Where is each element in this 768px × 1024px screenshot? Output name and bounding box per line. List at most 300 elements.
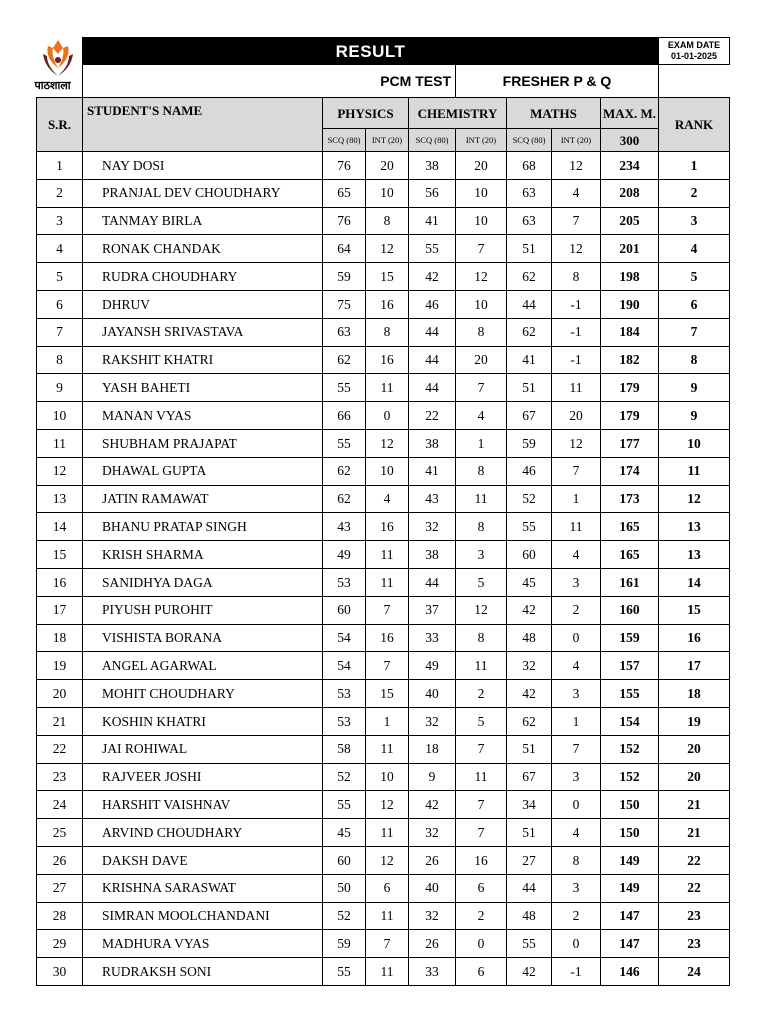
cell-rank: 7: [659, 318, 730, 346]
col-chemistry-int: INT (20): [456, 129, 507, 152]
cell-maths-int: 3: [552, 763, 601, 791]
cell-chemistry-scq: 32: [409, 819, 456, 847]
cell-maths-int: -1: [552, 290, 601, 318]
cell-maths-scq: 67: [507, 763, 552, 791]
exam-date-value: 01-01-2025: [670, 51, 718, 61]
cell-rank: 22: [659, 874, 730, 902]
cell-rank: 4: [659, 235, 730, 263]
cell-maths-scq: 63: [507, 179, 552, 207]
cell-total: 165: [601, 541, 659, 569]
cell-physics-scq: 65: [323, 179, 366, 207]
cell-rank: 8: [659, 346, 730, 374]
cell-physics-int: 11: [366, 958, 409, 986]
cell-rank: 13: [659, 541, 730, 569]
cell-chemistry-scq: 40: [409, 874, 456, 902]
cell-maths-int: 7: [552, 735, 601, 763]
cell-chemistry-scq: 22: [409, 402, 456, 430]
cell-name: RAKSHIT KHATRI: [83, 346, 323, 374]
result-table: [36, 37, 730, 986]
cell-physics-int: 20: [366, 152, 409, 180]
cell-rank: 20: [659, 735, 730, 763]
table-row: [37, 819, 730, 847]
cell-chemistry-scq: 33: [409, 624, 456, 652]
cell-chemistry-scq: 33: [409, 958, 456, 986]
cell-physics-int: 11: [366, 541, 409, 569]
cell-maths-int: 2: [552, 902, 601, 930]
cell-sr: 10: [37, 402, 83, 430]
cell-rank: 2: [659, 179, 730, 207]
cell-physics-int: 12: [366, 846, 409, 874]
cell-sr: 20: [37, 680, 83, 708]
cell-maths-scq: 51: [507, 735, 552, 763]
cell-physics-scq: 62: [323, 346, 366, 374]
cell-maths-scq: 51: [507, 819, 552, 847]
cell-chemistry-int: 0: [456, 930, 507, 958]
cell-name: ARVIND CHOUDHARY: [83, 819, 323, 847]
cell-maths-scq: 44: [507, 874, 552, 902]
cell-total: 174: [601, 457, 659, 485]
table-row: [37, 429, 730, 457]
table-row: [37, 318, 730, 346]
cell-rank: 13: [659, 513, 730, 541]
cell-sr: 12: [37, 457, 83, 485]
cell-name: JAI ROHIWAL: [83, 735, 323, 763]
cell-chemistry-int: 10: [456, 207, 507, 235]
cell-sr: 21: [37, 707, 83, 735]
cell-chemistry-int: 11: [456, 652, 507, 680]
logo-text: पाठशाला: [34, 78, 71, 92]
cell-physics-int: 0: [366, 402, 409, 430]
cell-chemistry-int: 8: [456, 318, 507, 346]
cell-chemistry-int: 20: [456, 346, 507, 374]
cell-sr: 28: [37, 902, 83, 930]
test-name: PCM TEST: [83, 65, 456, 98]
cell-maths-int: 4: [552, 652, 601, 680]
cell-maths-int: -1: [552, 958, 601, 986]
logo: [34, 38, 83, 98]
col-maths: MATHS: [507, 98, 601, 129]
cell-name: BHANU PRATAP SINGH: [83, 513, 323, 541]
cell-maths-scq: 42: [507, 680, 552, 708]
cell-physics-int: 15: [366, 680, 409, 708]
cell-physics-scq: 75: [323, 290, 366, 318]
cell-total: 208: [601, 179, 659, 207]
cell-name: KRISHNA SARASWAT: [83, 874, 323, 902]
cell-chemistry-scq: 41: [409, 457, 456, 485]
cell-maths-int: 4: [552, 819, 601, 847]
cell-total: 150: [601, 791, 659, 819]
cell-physics-scq: 43: [323, 513, 366, 541]
cell-rank: 9: [659, 374, 730, 402]
cell-chemistry-int: 10: [456, 290, 507, 318]
cell-physics-scq: 52: [323, 763, 366, 791]
cell-name: TANMAY BIRLA: [83, 207, 323, 235]
cell-rank: 14: [659, 568, 730, 596]
cell-chemistry-scq: 44: [409, 374, 456, 402]
cell-maths-int: 1: [552, 485, 601, 513]
cell-chemistry-scq: 41: [409, 207, 456, 235]
cell-physics-int: 16: [366, 513, 409, 541]
cell-rank: 17: [659, 652, 730, 680]
cell-physics-int: 16: [366, 624, 409, 652]
cell-maths-scq: 27: [507, 846, 552, 874]
cell-maths-scq: 51: [507, 235, 552, 263]
table-row: [37, 290, 730, 318]
cell-physics-int: 7: [366, 930, 409, 958]
cell-maths-int: 8: [552, 263, 601, 291]
table-row: [37, 930, 730, 958]
cell-chemistry-scq: 38: [409, 429, 456, 457]
cell-maths-int: 7: [552, 457, 601, 485]
cell-physics-int: 15: [366, 263, 409, 291]
cell-physics-int: 11: [366, 568, 409, 596]
table-row: [37, 346, 730, 374]
table-row: [37, 179, 730, 207]
cell-name: SHUBHAM PRAJAPAT: [83, 429, 323, 457]
cell-name: NAY DOSI: [83, 152, 323, 180]
cell-total: 173: [601, 485, 659, 513]
cell-chemistry-int: 7: [456, 374, 507, 402]
max-marks-value: 300: [601, 129, 659, 152]
cell-rank: 22: [659, 846, 730, 874]
cell-maths-int: 0: [552, 791, 601, 819]
cell-physics-scq: 55: [323, 374, 366, 402]
cell-rank: 10: [659, 429, 730, 457]
cell-physics-scq: 60: [323, 596, 366, 624]
cell-sr: 5: [37, 263, 83, 291]
cell-total: 179: [601, 402, 659, 430]
cell-maths-int: 3: [552, 874, 601, 902]
table-row: [37, 513, 730, 541]
table-row: [37, 735, 730, 763]
cell-physics-scq: 76: [323, 152, 366, 180]
cell-sr: 6: [37, 290, 83, 318]
cell-chemistry-scq: 44: [409, 318, 456, 346]
cell-chemistry-int: 12: [456, 263, 507, 291]
cell-sr: 2: [37, 179, 83, 207]
cell-chemistry-int: 8: [456, 624, 507, 652]
cell-maths-scq: 60: [507, 541, 552, 569]
cell-chemistry-int: 6: [456, 874, 507, 902]
table-row: [37, 152, 730, 180]
cell-chemistry-scq: 26: [409, 846, 456, 874]
table-row: [37, 374, 730, 402]
cell-name: MANAN VYAS: [83, 402, 323, 430]
col-sr: S.R.: [37, 98, 83, 152]
cell-rank: 9: [659, 402, 730, 430]
cell-sr: 8: [37, 346, 83, 374]
table-row: [37, 846, 730, 874]
table-row: [37, 763, 730, 791]
cell-rank: 21: [659, 819, 730, 847]
page-title: RESULT: [83, 38, 659, 65]
cell-total: 161: [601, 568, 659, 596]
cell-physics-int: 4: [366, 485, 409, 513]
cell-rank: 23: [659, 930, 730, 958]
cell-physics-scq: 58: [323, 735, 366, 763]
cell-sr: 15: [37, 541, 83, 569]
cell-total: 198: [601, 263, 659, 291]
cell-physics-int: 16: [366, 346, 409, 374]
cell-sr: 22: [37, 735, 83, 763]
cell-physics-int: 12: [366, 235, 409, 263]
cell-chemistry-int: 20: [456, 152, 507, 180]
cell-maths-int: 12: [552, 429, 601, 457]
cell-chemistry-int: 3: [456, 541, 507, 569]
cell-name: JATIN RAMAWAT: [83, 485, 323, 513]
cell-sr: 27: [37, 874, 83, 902]
cell-name: RUDRA CHOUDHARY: [83, 263, 323, 291]
cell-total: 184: [601, 318, 659, 346]
cell-physics-scq: 62: [323, 457, 366, 485]
logo-emblem-icon: [35, 36, 81, 82]
cell-maths-int: 12: [552, 152, 601, 180]
cell-maths-int: 4: [552, 179, 601, 207]
col-chemistry: CHEMISTRY: [409, 98, 507, 129]
cell-name: SANIDHYA DAGA: [83, 568, 323, 596]
cell-maths-int: -1: [552, 318, 601, 346]
cell-maths-scq: 48: [507, 902, 552, 930]
cell-physics-scq: 54: [323, 624, 366, 652]
cell-maths-scq: 62: [507, 263, 552, 291]
table-row: [37, 235, 730, 263]
cell-total: 149: [601, 874, 659, 902]
cell-name: PIYUSH PUROHIT: [83, 596, 323, 624]
cell-name: RONAK CHANDAK: [83, 235, 323, 263]
cell-sr: 17: [37, 596, 83, 624]
cell-sr: 29: [37, 930, 83, 958]
cell-physics-scq: 54: [323, 652, 366, 680]
cell-name: RUDRAKSH SONI: [83, 958, 323, 986]
cell-chemistry-scq: 44: [409, 346, 456, 374]
cell-chemistry-scq: 55: [409, 235, 456, 263]
col-maths-int: INT (20): [552, 129, 601, 152]
cell-physics-scq: 66: [323, 402, 366, 430]
cell-total: 149: [601, 846, 659, 874]
cell-chemistry-int: 11: [456, 763, 507, 791]
table-row: [37, 652, 730, 680]
cell-physics-scq: 50: [323, 874, 366, 902]
cell-chemistry-scq: 46: [409, 290, 456, 318]
cell-total: 205: [601, 207, 659, 235]
cell-chemistry-int: 7: [456, 235, 507, 263]
cell-chemistry-int: 2: [456, 680, 507, 708]
cell-maths-scq: 62: [507, 707, 552, 735]
cell-chemistry-int: 1: [456, 429, 507, 457]
cell-maths-int: -1: [552, 346, 601, 374]
cell-name: MADHURA VYAS: [83, 930, 323, 958]
cell-total: 147: [601, 930, 659, 958]
col-student-name: STUDENT'S NAME: [83, 98, 323, 152]
cell-total: 157: [601, 652, 659, 680]
table-row: [37, 263, 730, 291]
table-row: [37, 624, 730, 652]
cell-physics-int: 11: [366, 902, 409, 930]
cell-rank: 21: [659, 791, 730, 819]
cell-rank: 5: [659, 263, 730, 291]
cell-chemistry-scq: 32: [409, 902, 456, 930]
cell-name: DAKSH DAVE: [83, 846, 323, 874]
cell-physics-scq: 76: [323, 207, 366, 235]
cell-physics-int: 11: [366, 819, 409, 847]
cell-chemistry-scq: 9: [409, 763, 456, 791]
cell-maths-scq: 42: [507, 596, 552, 624]
cell-chemistry-int: 5: [456, 707, 507, 735]
cell-maths-int: 4: [552, 541, 601, 569]
cell-sr: 24: [37, 791, 83, 819]
cell-sr: 25: [37, 819, 83, 847]
cell-physics-scq: 55: [323, 791, 366, 819]
table-row: [37, 707, 730, 735]
col-chemistry-scq: SCQ (80): [409, 129, 456, 152]
cell-maths-scq: 55: [507, 513, 552, 541]
cell-maths-int: 3: [552, 680, 601, 708]
cell-physics-int: 7: [366, 652, 409, 680]
cell-physics-int: 8: [366, 318, 409, 346]
cell-rank: 15: [659, 596, 730, 624]
cell-name: DHRUV: [83, 290, 323, 318]
cell-sr: 18: [37, 624, 83, 652]
cell-total: 147: [601, 902, 659, 930]
cell-name: RAJVEER JOSHI: [83, 763, 323, 791]
cell-rank: 16: [659, 624, 730, 652]
cell-total: 177: [601, 429, 659, 457]
cell-chemistry-int: 4: [456, 402, 507, 430]
cell-chemistry-scq: 38: [409, 152, 456, 180]
cell-physics-int: 6: [366, 874, 409, 902]
cell-sr: 4: [37, 235, 83, 263]
cell-chemistry-scq: 56: [409, 179, 456, 207]
cell-total: 154: [601, 707, 659, 735]
cell-total: 152: [601, 763, 659, 791]
cell-sr: 26: [37, 846, 83, 874]
cell-sr: 1: [37, 152, 83, 180]
cell-chemistry-scq: 32: [409, 513, 456, 541]
cell-chemistry-int: 7: [456, 819, 507, 847]
cell-name: ANGEL AGARWAL: [83, 652, 323, 680]
cell-total: 201: [601, 235, 659, 263]
cell-chemistry-int: 8: [456, 457, 507, 485]
cell-total: 155: [601, 680, 659, 708]
cell-maths-int: 7: [552, 207, 601, 235]
table-row: [37, 568, 730, 596]
table-row: [37, 791, 730, 819]
table-row: [37, 874, 730, 902]
cell-total: 150: [601, 819, 659, 847]
cell-chemistry-scq: 44: [409, 568, 456, 596]
table-row: [37, 958, 730, 986]
cell-physics-scq: 60: [323, 846, 366, 874]
col-physics-int: INT (20): [366, 129, 409, 152]
table-row: [37, 680, 730, 708]
cell-physics-scq: 55: [323, 958, 366, 986]
table-row: [37, 902, 730, 930]
cell-physics-int: 1: [366, 707, 409, 735]
cell-physics-int: 11: [366, 735, 409, 763]
cell-total: 146: [601, 958, 659, 986]
col-physics-scq: SCQ (80): [323, 129, 366, 152]
cell-sr: 23: [37, 763, 83, 791]
cell-maths-int: 2: [552, 596, 601, 624]
table-row: [37, 207, 730, 235]
cell-physics-scq: 59: [323, 263, 366, 291]
table-row: [37, 402, 730, 430]
cell-name: VISHISTA BORANA: [83, 624, 323, 652]
cell-chemistry-int: 10: [456, 179, 507, 207]
col-maths-scq: SCQ (80): [507, 129, 552, 152]
cell-physics-scq: 63: [323, 318, 366, 346]
cell-chemistry-int: 7: [456, 791, 507, 819]
cell-chemistry-int: 6: [456, 958, 507, 986]
cell-name: KOSHIN KHATRI: [83, 707, 323, 735]
table-row: [37, 457, 730, 485]
cell-maths-int: 3: [552, 568, 601, 596]
cell-total: 165: [601, 513, 659, 541]
cell-maths-scq: 41: [507, 346, 552, 374]
cell-physics-int: 8: [366, 207, 409, 235]
cell-physics-scq: 53: [323, 568, 366, 596]
cell-chemistry-int: 2: [456, 902, 507, 930]
cell-maths-scq: 48: [507, 624, 552, 652]
cell-rank: 18: [659, 680, 730, 708]
cell-maths-scq: 34: [507, 791, 552, 819]
exam-date: [659, 38, 730, 65]
cell-rank: 11: [659, 457, 730, 485]
col-physics: PHYSICS: [323, 98, 409, 129]
cell-sr: 7: [37, 318, 83, 346]
cell-physics-scq: 52: [323, 902, 366, 930]
cell-chemistry-scq: 26: [409, 930, 456, 958]
table-row: [37, 541, 730, 569]
cell-maths-scq: 32: [507, 652, 552, 680]
cell-physics-int: 16: [366, 290, 409, 318]
cell-maths-scq: 59: [507, 429, 552, 457]
cell-rank: 6: [659, 290, 730, 318]
cell-physics-scq: 62: [323, 485, 366, 513]
cell-maths-int: 11: [552, 374, 601, 402]
cell-physics-int: 7: [366, 596, 409, 624]
cell-sr: 9: [37, 374, 83, 402]
cell-maths-int: 12: [552, 235, 601, 263]
cell-maths-int: 20: [552, 402, 601, 430]
cell-physics-int: 12: [366, 429, 409, 457]
cell-sr: 16: [37, 568, 83, 596]
cell-physics-int: 11: [366, 374, 409, 402]
cell-total: 152: [601, 735, 659, 763]
table-row: [37, 596, 730, 624]
cell-total: 160: [601, 596, 659, 624]
cell-physics-scq: 45: [323, 819, 366, 847]
cell-maths-scq: 45: [507, 568, 552, 596]
cell-maths-scq: 55: [507, 930, 552, 958]
cell-physics-int: 10: [366, 763, 409, 791]
cell-chemistry-int: 11: [456, 485, 507, 513]
cell-physics-scq: 53: [323, 680, 366, 708]
cell-maths-scq: 63: [507, 207, 552, 235]
cell-name: JAYANSH SRIVASTAVA: [83, 318, 323, 346]
cell-total: 179: [601, 374, 659, 402]
cell-name: MOHIT CHOUDHARY: [83, 680, 323, 708]
cell-chemistry-scq: 42: [409, 791, 456, 819]
cell-chemistry-int: 16: [456, 846, 507, 874]
cell-total: 190: [601, 290, 659, 318]
cell-total: 234: [601, 152, 659, 180]
cell-name: SIMRAN MOOLCHANDANI: [83, 902, 323, 930]
col-max-marks: MAX. M.: [601, 98, 659, 129]
cell-physics-scq: 64: [323, 235, 366, 263]
cell-maths-scq: 44: [507, 290, 552, 318]
cell-name: PRANJAL DEV CHOUDHARY: [83, 179, 323, 207]
